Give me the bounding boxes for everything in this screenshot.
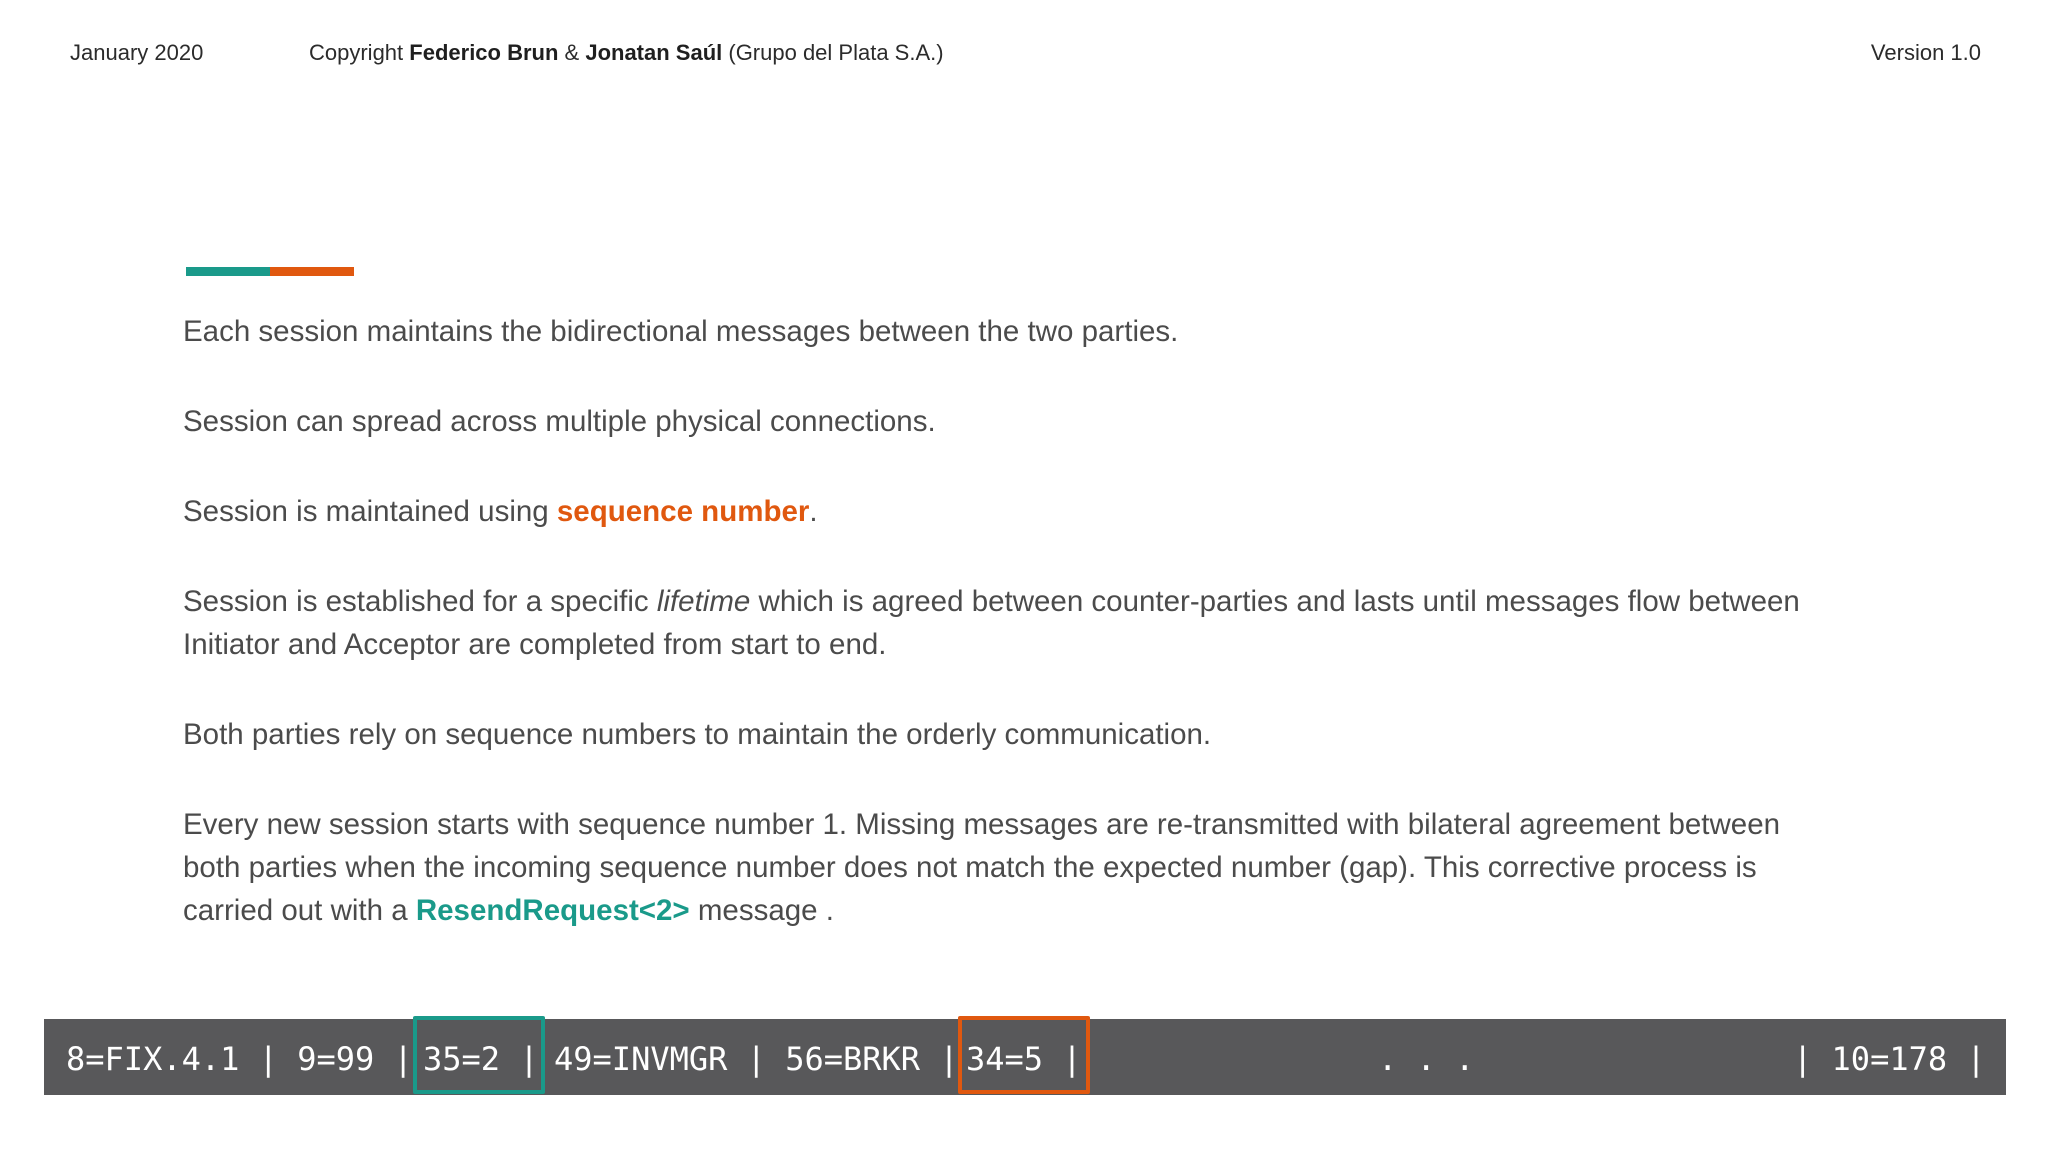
accent-bar-orange — [270, 267, 354, 276]
ampersand: & — [558, 40, 586, 65]
p4-text-pre: Session is established for a specific — [183, 585, 657, 618]
fix-segment-checksum: | 10=178 | — [1793, 1040, 1986, 1078]
accent-bar — [186, 267, 354, 276]
slide-content — [183, 310, 1823, 979]
header-date: January 2020 — [70, 40, 204, 65]
accent-bar-teal — [186, 267, 270, 276]
fix-segment-msgtype: 35=2 | — [423, 1040, 539, 1078]
p6-text-post: message . — [689, 894, 834, 927]
copyright-prefix: Copyright — [309, 40, 410, 65]
fix-segment-sender-target: 49=INVMGR | 56=BRKR | — [554, 1040, 959, 1078]
p4-text-post: which is agreed between counter-parties and lasts until messages flow between Initiator and Acceptor are completed from start to end. — [183, 585, 1800, 661]
fix-segment-seqnum: 34=5 | — [966, 1040, 1082, 1078]
paragraph-lifetime — [183, 580, 1823, 666]
fix-ellipsis: . . . — [1378, 1040, 1475, 1078]
header-version: Version 1.0 — [1870, 40, 1981, 65]
author-federico: Federico Brun — [409, 40, 559, 65]
author-jonatan: Jonatan Saúl — [585, 40, 723, 65]
paragraph-bidirectional: Each session maintains the bidirectional messages between the two parties. — [183, 315, 1179, 348]
fix-message-bar — [44, 1019, 2006, 1095]
p3-text-post: . — [809, 495, 818, 528]
fix-segment-header: 8=FIX.4.1 | 9=99 | — [66, 1040, 413, 1078]
paragraph-sequence-number — [183, 490, 1823, 533]
paragraph-multiple-connections: Session can spread across multiple physical connections. — [183, 405, 936, 438]
paragraph-resend-request — [183, 803, 1823, 932]
resend-request-highlight: ResendRequest<2> — [415, 894, 690, 927]
sequence-number-highlight: sequence number — [556, 495, 810, 528]
p3-text-pre: Session is maintained using — [183, 495, 557, 528]
p6-text-pre: Every new session starts with sequence number 1. Missing messages are re-transmitted with bilateral agreement between both parties when the incoming sequence number does not match the expected number (gap). This corrective process is carried out with a — [183, 808, 1781, 927]
header-copyright — [309, 40, 944, 66]
lifetime-italic: lifetime — [656, 585, 751, 618]
paragraph-orderly-communication: Both parties rely on sequence numbers to maintain the orderly communication. — [183, 718, 1212, 751]
company-name: (Grupo del Plata S.A.) — [722, 40, 944, 65]
slide-header — [0, 36, 2048, 76]
